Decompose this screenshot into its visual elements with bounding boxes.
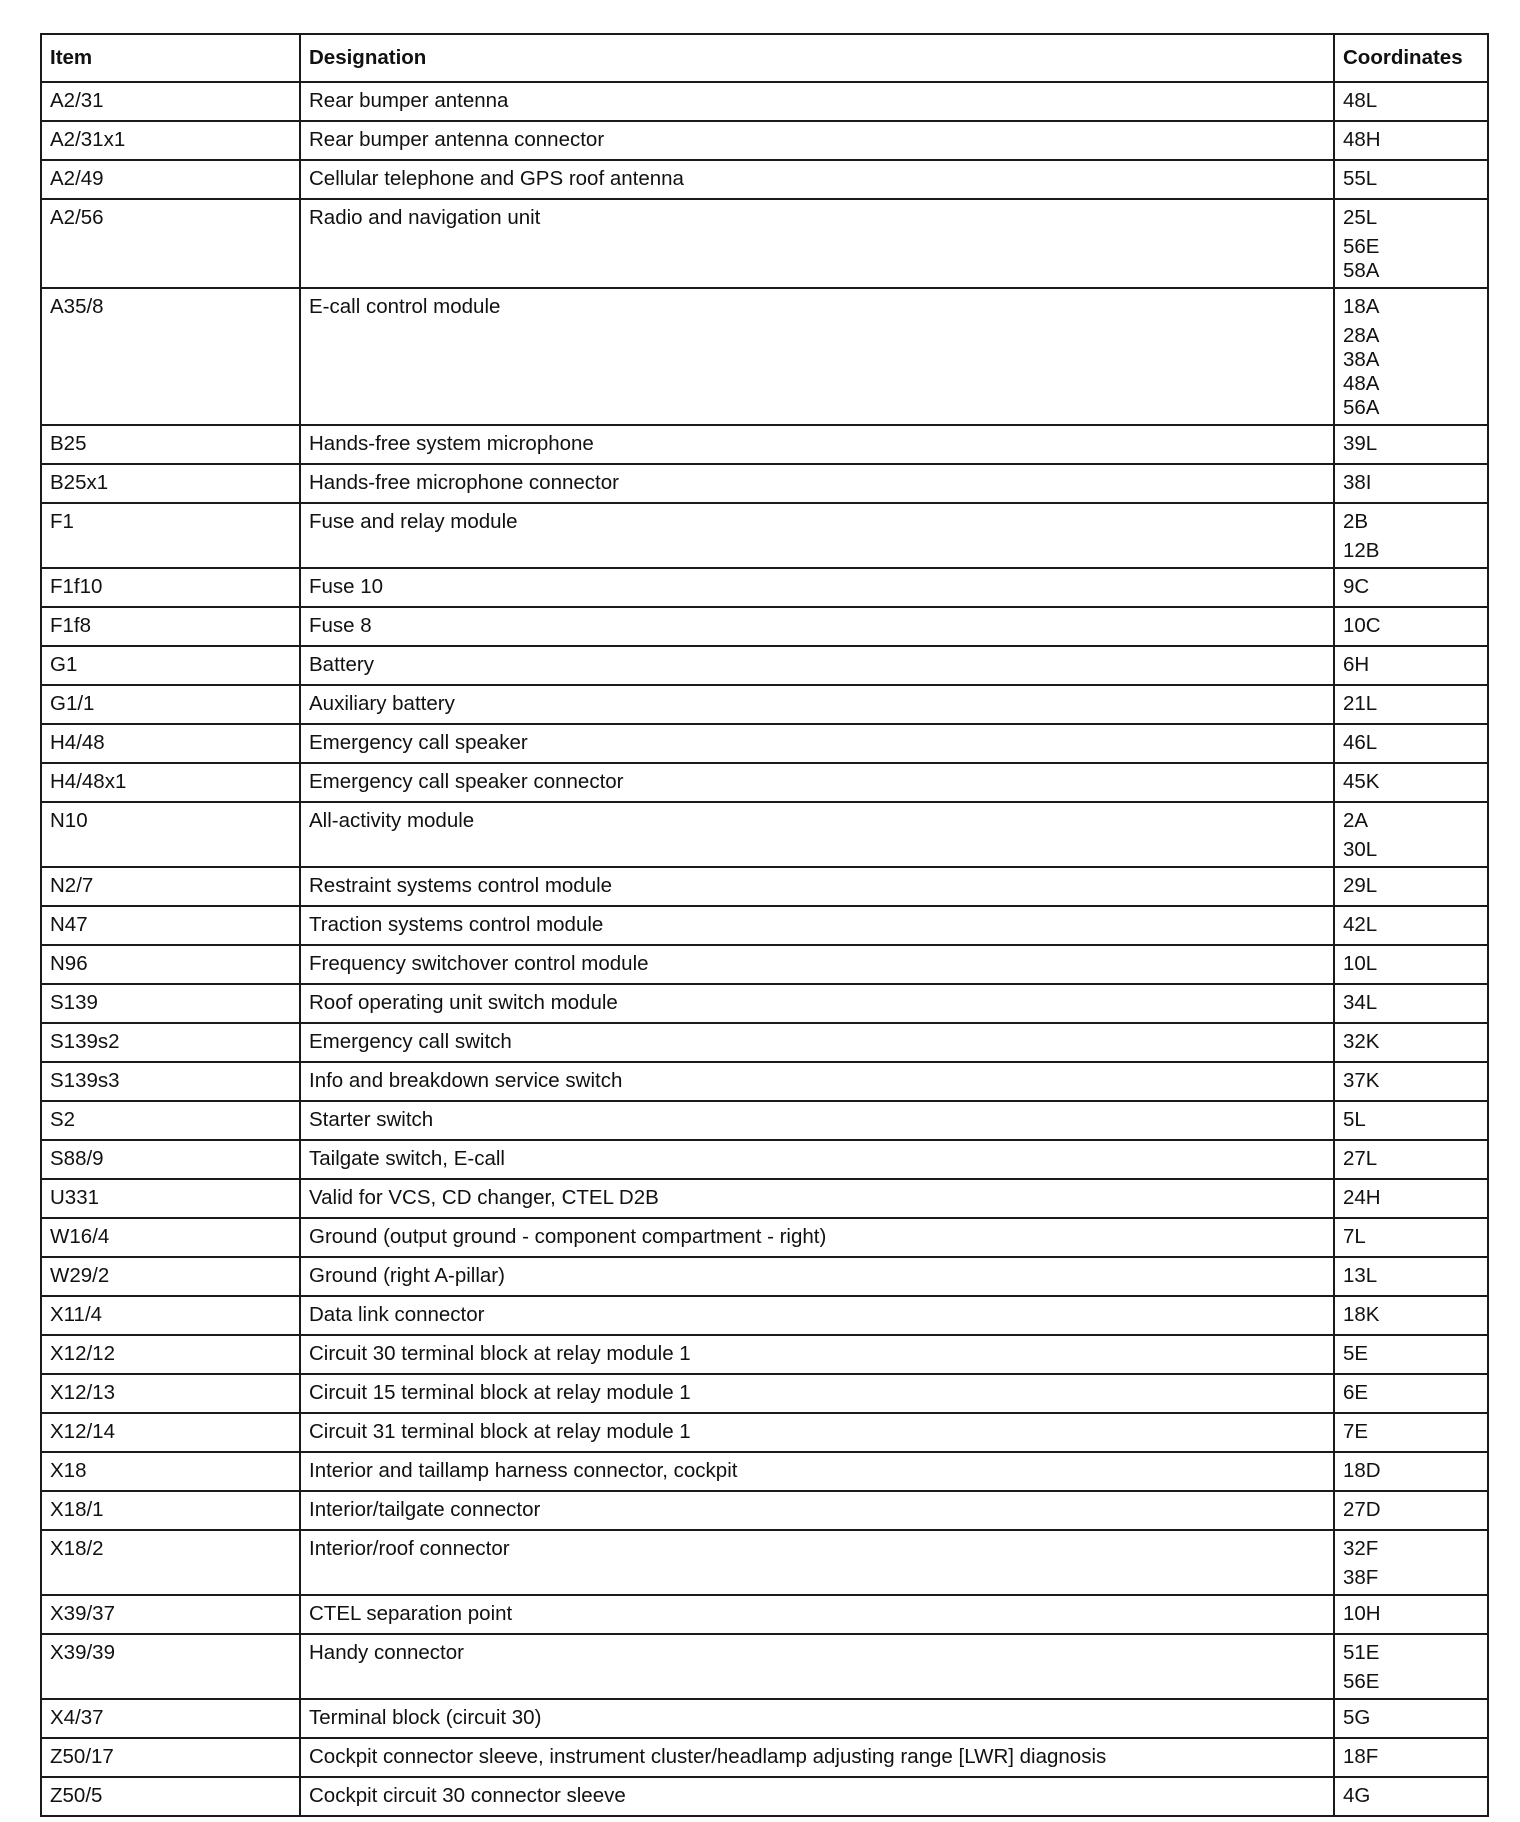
table-row: [41, 121, 1488, 160]
cell-coordinates: [1334, 1140, 1488, 1179]
table-header: [41, 34, 1488, 82]
cell-coordinates: [1334, 1777, 1488, 1816]
table-row: [41, 1218, 1488, 1257]
cell-item: X12/13: [41, 1374, 300, 1413]
cell-designation: Traction systems control module: [300, 906, 1334, 945]
cell-coordinates: [1334, 82, 1488, 121]
cell-designation: Circuit 31 terminal block at relay module 1: [300, 1413, 1334, 1452]
cell-coordinates: [1334, 1699, 1488, 1738]
cell-item: W29/2: [41, 1257, 300, 1296]
cell-designation: Circuit 30 terminal block at relay module 1: [300, 1335, 1334, 1374]
cell-designation: Circuit 15 terminal block at relay module 1: [300, 1374, 1334, 1413]
coordinate-value: 21L: [1343, 692, 1378, 715]
cell-designation: Emergency call switch: [300, 1023, 1334, 1062]
cell-item: Z50/5: [41, 1777, 300, 1816]
cell-item: G1: [41, 646, 300, 685]
cell-designation: Cockpit circuit 30 connector sleeve: [300, 1777, 1334, 1816]
cell-item: F1f8: [41, 607, 300, 646]
cell-item: X12/12: [41, 1335, 300, 1374]
table-row: [41, 1530, 1488, 1595]
coordinate-value: 6H: [1343, 653, 1370, 676]
cell-coordinates: [1334, 288, 1488, 425]
cell-coordinates: [1334, 1101, 1488, 1140]
table-row: [41, 867, 1488, 906]
cell-designation: Cellular telephone and GPS roof antenna: [300, 160, 1334, 199]
cell-item: N47: [41, 906, 300, 945]
cell-item: A2/49: [41, 160, 300, 199]
cell-coordinates: [1334, 1257, 1488, 1296]
table-row: [41, 1140, 1488, 1179]
coordinate-value: 38F: [1343, 1566, 1379, 1589]
cell-coordinates: [1334, 906, 1488, 945]
cell-designation: Emergency call speaker connector: [300, 763, 1334, 802]
coordinate-value: 5L: [1343, 1108, 1366, 1131]
cell-item: N2/7: [41, 867, 300, 906]
coordinate-value: 38I: [1343, 471, 1372, 494]
cell-designation: Starter switch: [300, 1101, 1334, 1140]
coordinate-value: 37K: [1343, 1069, 1380, 1092]
cell-designation: Tailgate switch, E-call: [300, 1140, 1334, 1179]
table-row: [41, 607, 1488, 646]
cell-item: N96: [41, 945, 300, 984]
coordinate-value: 5G: [1343, 1706, 1371, 1729]
table-row: [41, 82, 1488, 121]
cell-designation: Hands-free system microphone: [300, 425, 1334, 464]
coordinate-value: 48A: [1343, 372, 1380, 395]
cell-coordinates: [1334, 425, 1488, 464]
coordinate-value: 56E: [1343, 1670, 1380, 1693]
coordinate-value: 6E: [1343, 1381, 1369, 1404]
header-designation: Designation: [300, 34, 1334, 82]
cell-item: X18: [41, 1452, 300, 1491]
table-row: [41, 763, 1488, 802]
table-row: [41, 1296, 1488, 1335]
cell-designation: CTEL separation point: [300, 1595, 1334, 1634]
table-row: [41, 1452, 1488, 1491]
coordinate-value: 39L: [1343, 432, 1378, 455]
table-row: [41, 160, 1488, 199]
table-row: [41, 464, 1488, 503]
table-row: [41, 288, 1488, 425]
cell-coordinates: [1334, 1062, 1488, 1101]
table-row: [41, 1062, 1488, 1101]
cell-item: X11/4: [41, 1296, 300, 1335]
cell-coordinates: [1334, 568, 1488, 607]
coordinate-value: 4G: [1343, 1784, 1371, 1807]
cell-item: A2/31: [41, 82, 300, 121]
cell-designation: Terminal block (circuit 30): [300, 1699, 1334, 1738]
table-row: [41, 1699, 1488, 1738]
cell-designation: Hands-free microphone connector: [300, 464, 1334, 503]
coordinate-value: 30L: [1343, 838, 1378, 861]
cell-item: A35/8: [41, 288, 300, 425]
cell-coordinates: [1334, 464, 1488, 503]
cell-designation: Fuse and relay module: [300, 503, 1334, 568]
cell-item: S139: [41, 984, 300, 1023]
cell-designation: Battery: [300, 646, 1334, 685]
coordinate-value: 7L: [1343, 1225, 1366, 1248]
cell-coordinates: [1334, 1595, 1488, 1634]
coordinate-value: 12B: [1343, 539, 1380, 562]
table-row: [41, 1491, 1488, 1530]
coordinate-value: 7E: [1343, 1420, 1369, 1443]
coordinate-value: 51E: [1343, 1641, 1380, 1664]
coordinate-value: 27D: [1343, 1498, 1381, 1521]
coordinate-value: 5E: [1343, 1342, 1369, 1365]
cell-designation: Cockpit connector sleeve, instrument cluster/headlamp adjusting range [LWR] diagnosis: [300, 1738, 1334, 1777]
cell-item: X18/2: [41, 1530, 300, 1595]
cell-coordinates: [1334, 1452, 1488, 1491]
table-row: [41, 1634, 1488, 1699]
cell-item: B25: [41, 425, 300, 464]
cell-item: Z50/17: [41, 1738, 300, 1777]
cell-designation: Interior/tailgate connector: [300, 1491, 1334, 1530]
table-row: [41, 906, 1488, 945]
cell-designation: Rear bumper antenna: [300, 82, 1334, 121]
cell-coordinates: [1334, 1023, 1488, 1062]
coordinate-value: 46L: [1343, 731, 1378, 754]
cell-item: A2/31x1: [41, 121, 300, 160]
coordinate-value: 28A: [1343, 324, 1380, 347]
table-row: [41, 199, 1488, 288]
cell-item: S88/9: [41, 1140, 300, 1179]
cell-coordinates: [1334, 1413, 1488, 1452]
coordinate-value: 18A: [1343, 295, 1380, 318]
coordinate-value: 9C: [1343, 575, 1370, 598]
cell-coordinates: [1334, 1374, 1488, 1413]
table-row: [41, 1777, 1488, 1816]
cell-designation: E-call control module: [300, 288, 1334, 425]
table-row: [41, 802, 1488, 867]
coordinate-value: 32F: [1343, 1537, 1379, 1560]
table-row: [41, 425, 1488, 464]
coordinate-value: 42L: [1343, 913, 1378, 936]
cell-coordinates: [1334, 1738, 1488, 1777]
cell-item: X18/1: [41, 1491, 300, 1530]
coordinate-value: 2A: [1343, 809, 1369, 832]
cell-item: S139s3: [41, 1062, 300, 1101]
cell-designation: Roof operating unit switch module: [300, 984, 1334, 1023]
coordinate-value: 18D: [1343, 1459, 1381, 1482]
cell-coordinates: [1334, 160, 1488, 199]
coordinate-value: 45K: [1343, 770, 1380, 793]
cell-item: A2/56: [41, 199, 300, 288]
cell-designation: Emergency call speaker: [300, 724, 1334, 763]
coordinate-value: 48H: [1343, 128, 1381, 151]
table-row: [41, 1101, 1488, 1140]
coordinate-value: 56A: [1343, 396, 1380, 419]
coordinate-value: 58A: [1343, 259, 1380, 282]
coordinate-value: 29L: [1343, 874, 1378, 897]
header-coordinates: Coordinates: [1334, 34, 1488, 82]
cell-item: S2: [41, 1101, 300, 1140]
cell-item: N10: [41, 802, 300, 867]
cell-item: F1f10: [41, 568, 300, 607]
cell-item: X12/14: [41, 1413, 300, 1452]
table-row: [41, 685, 1488, 724]
cell-designation: Interior and taillamp harness connector, cockpit: [300, 1452, 1334, 1491]
table-row: [41, 568, 1488, 607]
coordinate-value: 18K: [1343, 1303, 1380, 1326]
cell-item: U331: [41, 1179, 300, 1218]
cell-designation: Auxiliary battery: [300, 685, 1334, 724]
cell-coordinates: [1334, 1634, 1488, 1699]
cell-coordinates: [1334, 1218, 1488, 1257]
coordinate-value: 48L: [1343, 89, 1378, 112]
header-row: [41, 34, 1488, 82]
cell-coordinates: [1334, 1491, 1488, 1530]
coordinate-value: 38A: [1343, 348, 1380, 371]
cell-designation: Fuse 10: [300, 568, 1334, 607]
component-legend-table: [40, 33, 1489, 1817]
table-row: [41, 1257, 1488, 1296]
cell-designation: Frequency switchover control module: [300, 945, 1334, 984]
coordinate-value: 25L: [1343, 206, 1378, 229]
coordinate-value: 34L: [1343, 991, 1378, 1014]
cell-item: W16/4: [41, 1218, 300, 1257]
cell-designation: Restraint systems control module: [300, 867, 1334, 906]
cell-designation: Handy connector: [300, 1634, 1334, 1699]
cell-coordinates: [1334, 945, 1488, 984]
cell-item: H4/48x1: [41, 763, 300, 802]
table-row: [41, 1023, 1488, 1062]
coordinate-value: 27L: [1343, 1147, 1378, 1170]
cell-coordinates: [1334, 867, 1488, 906]
cell-coordinates: [1334, 1296, 1488, 1335]
cell-designation: Rear bumper antenna connector: [300, 121, 1334, 160]
cell-item: X39/37: [41, 1595, 300, 1634]
coordinate-value: 18F: [1343, 1745, 1379, 1768]
table-row: [41, 646, 1488, 685]
cell-coordinates: [1334, 607, 1488, 646]
cell-coordinates: [1334, 802, 1488, 867]
coordinate-value: 2B: [1343, 510, 1369, 533]
cell-item: G1/1: [41, 685, 300, 724]
cell-designation: Fuse 8: [300, 607, 1334, 646]
cell-coordinates: [1334, 199, 1488, 288]
cell-designation: Info and breakdown service switch: [300, 1062, 1334, 1101]
table-row: [41, 1179, 1488, 1218]
table-row: [41, 1738, 1488, 1777]
coordinate-value: 56E: [1343, 235, 1380, 258]
table-row: [41, 945, 1488, 984]
cell-coordinates: [1334, 121, 1488, 160]
cell-designation: Valid for VCS, CD changer, CTEL D2B: [300, 1179, 1334, 1218]
table-row: [41, 503, 1488, 568]
table-body: [41, 82, 1488, 1816]
cell-designation: Interior/roof connector: [300, 1530, 1334, 1595]
cell-coordinates: [1334, 1335, 1488, 1374]
table-row: [41, 1374, 1488, 1413]
table-row: [41, 724, 1488, 763]
header-item: Item: [41, 34, 300, 82]
cell-coordinates: [1334, 646, 1488, 685]
coordinate-value: 55L: [1343, 167, 1378, 190]
cell-item: H4/48: [41, 724, 300, 763]
cell-item: B25x1: [41, 464, 300, 503]
cell-coordinates: [1334, 724, 1488, 763]
cell-designation: All-activity module: [300, 802, 1334, 867]
cell-coordinates: [1334, 1179, 1488, 1218]
table-row: [41, 1335, 1488, 1374]
cell-coordinates: [1334, 685, 1488, 724]
table-row: [41, 1595, 1488, 1634]
cell-coordinates: [1334, 1530, 1488, 1595]
coordinate-value: 10C: [1343, 614, 1381, 637]
coordinate-value: 10H: [1343, 1602, 1381, 1625]
coordinate-value: 32K: [1343, 1030, 1380, 1053]
cell-item: F1: [41, 503, 300, 568]
cell-designation: Ground (right A-pillar): [300, 1257, 1334, 1296]
cell-designation: Radio and navigation unit: [300, 199, 1334, 288]
cell-coordinates: [1334, 984, 1488, 1023]
table-row: [41, 1413, 1488, 1452]
coordinate-value: 10L: [1343, 952, 1378, 975]
cell-item: S139s2: [41, 1023, 300, 1062]
cell-coordinates: [1334, 503, 1488, 568]
cell-designation: Data link connector: [300, 1296, 1334, 1335]
cell-item: X4/37: [41, 1699, 300, 1738]
cell-item: X39/39: [41, 1634, 300, 1699]
coordinate-value: 24H: [1343, 1186, 1381, 1209]
cell-designation: Ground (output ground - component compartment - right): [300, 1218, 1334, 1257]
cell-coordinates: [1334, 763, 1488, 802]
coordinate-value: 13L: [1343, 1264, 1378, 1287]
table-row: [41, 984, 1488, 1023]
